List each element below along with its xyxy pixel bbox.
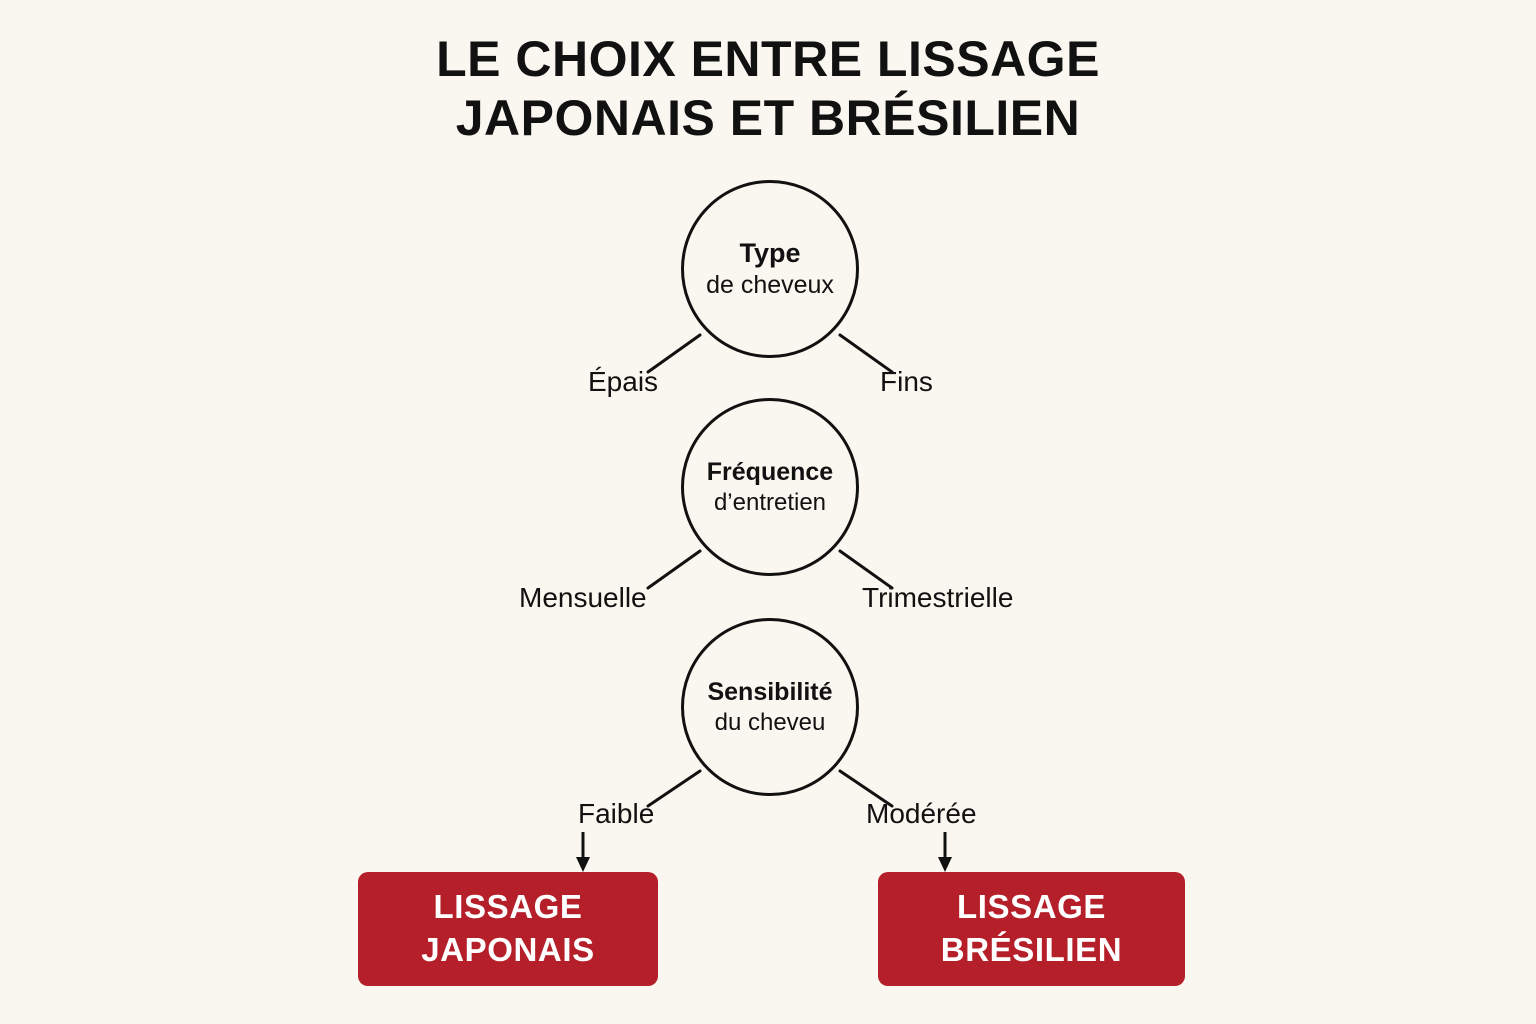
node-3-title: Sensibilité <box>707 678 833 707</box>
node-1-subtitle: de cheveux <box>706 271 834 300</box>
node-3-subtitle: du cheveu <box>714 708 826 736</box>
node-type-de-cheveux[interactable] <box>681 180 859 358</box>
title-line-1: LE CHOIX ENTRE LISSAGE <box>436 31 1100 87</box>
node-2-title: Fréquence <box>706 458 834 487</box>
node-2-subtitle: d’entretien <box>713 488 827 516</box>
result-1-line-2: JAPONAIS <box>421 931 595 968</box>
edge-label-moderee: Modérée <box>866 798 977 829</box>
arrow-to-bresilien <box>938 832 952 872</box>
result-2-line-2: BRÉSILIEN <box>940 931 1123 968</box>
edge-label-epais: Épais <box>588 366 659 397</box>
title-line-2: JAPONAIS ET BRÉSILIEN <box>455 90 1081 146</box>
edge-label-fins: Fins <box>880 366 933 397</box>
result-2-line-1: LISSAGE <box>956 888 1107 926</box>
edge-label-mensuelle: Mensuelle <box>519 582 647 613</box>
edge-line-faible <box>648 771 700 806</box>
node-sensibilite-cheveu[interactable] <box>681 618 859 796</box>
edge-line-mensuelle <box>648 551 700 588</box>
edge-label-faible: Faible <box>578 798 655 829</box>
result-lissage-japonais[interactable] <box>358 872 658 986</box>
node-1-title: Type <box>739 238 801 269</box>
result-lissage-bresilien[interactable] <box>878 872 1185 986</box>
edge-label-trimestrielle: Trimestrielle <box>862 582 1014 613</box>
arrow-to-japonais <box>576 832 590 872</box>
result-1-line-1: LISSAGE <box>433 888 583 926</box>
node-frequence-entretien[interactable] <box>681 398 859 576</box>
